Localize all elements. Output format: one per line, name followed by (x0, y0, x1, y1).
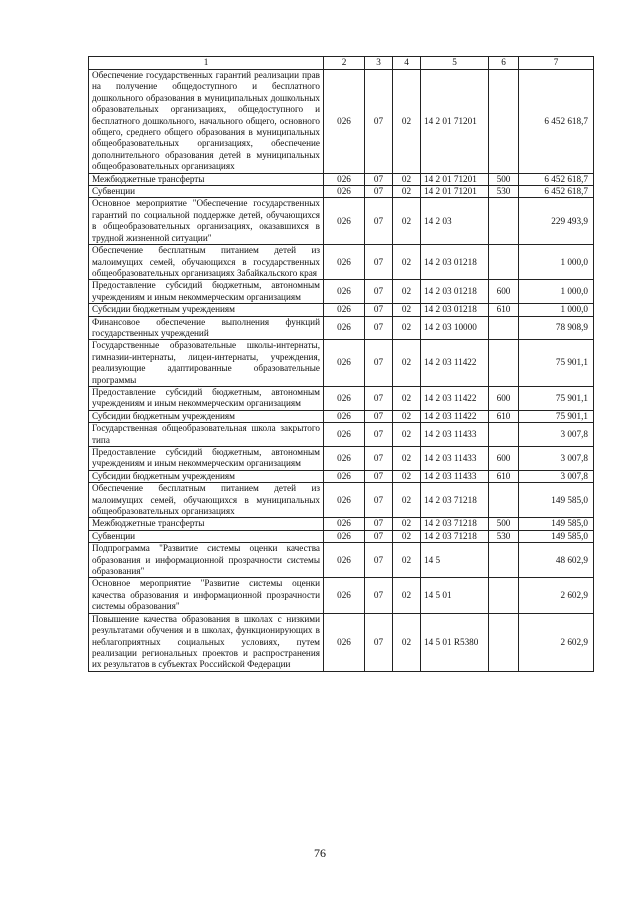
table-row (89, 578, 594, 613)
row-code-target: 14 2 03 11422 (421, 410, 489, 422)
row-code-expense-type: 610 (489, 304, 519, 316)
row-amount: 2 602,9 (519, 578, 594, 613)
row-amount: 149 585,0 (519, 483, 594, 518)
header-col-3: 3 (365, 57, 393, 70)
row-amount: 75 901,1 (519, 340, 594, 387)
row-code-target: 14 2 03 11433 (421, 447, 489, 471)
row-amount: 149 585,0 (519, 518, 594, 530)
row-code-subsection: 02 (393, 198, 421, 245)
row-code-target: 14 2 03 11433 (421, 423, 489, 447)
row-code-ministry: 026 (324, 578, 365, 613)
header-col-7: 7 (519, 57, 594, 70)
row-code-subsection: 02 (393, 245, 421, 280)
table-row (89, 316, 594, 340)
table-row (89, 245, 594, 280)
row-code-expense-type: 530 (489, 530, 519, 542)
row-amount: 149 585,0 (519, 530, 594, 542)
row-code-subsection: 02 (393, 530, 421, 542)
row-description: Предоставление субсидий бюджетным, автономным учреждениям и иным некоммерческим организациям (89, 447, 324, 471)
row-code-expense-type: 600 (489, 447, 519, 471)
row-code-target: 14 2 03 71218 (421, 483, 489, 518)
row-amount: 229 493,9 (519, 198, 594, 245)
row-code-ministry: 026 (324, 340, 365, 387)
row-amount: 48 602,9 (519, 543, 594, 578)
row-amount: 3 007,8 (519, 447, 594, 471)
table-row (89, 173, 594, 185)
row-code-section: 07 (365, 186, 393, 198)
row-code-subsection: 02 (393, 70, 421, 174)
table-body (89, 70, 594, 672)
row-code-expense-type: 600 (489, 280, 519, 304)
row-code-subsection: 02 (393, 613, 421, 671)
row-code-subsection: 02 (393, 410, 421, 422)
table-row (89, 543, 594, 578)
row-code-expense-type (489, 543, 519, 578)
table-row (89, 613, 594, 671)
row-code-subsection: 02 (393, 470, 421, 482)
row-code-ministry: 026 (324, 280, 365, 304)
row-amount: 1 000,0 (519, 280, 594, 304)
row-code-section: 07 (365, 316, 393, 340)
row-description: Межбюджетные трансферты (89, 173, 324, 185)
row-code-section: 07 (365, 280, 393, 304)
row-description: Основное мероприятие "Обеспечение государственных гарантий по социальной поддержке детей, обучающихся в общеобразовательных организациях, оказавшихся в трудной жизненной ситуации" (89, 198, 324, 245)
row-code-target: 14 2 03 71218 (421, 530, 489, 542)
row-code-section: 07 (365, 518, 393, 530)
table-row (89, 530, 594, 542)
row-code-section: 07 (365, 198, 393, 245)
row-description: Предоставление субсидий бюджетным, автономным учреждениям и иным некоммерческим организациям (89, 386, 324, 410)
table-row (89, 198, 594, 245)
row-description: Основное мероприятие "Развитие системы оценки качества образования и информационной прозрачности системы образования" (89, 578, 324, 613)
row-code-target: 14 2 03 11422 (421, 386, 489, 410)
row-code-subsection: 02 (393, 173, 421, 185)
row-code-ministry: 026 (324, 198, 365, 245)
row-code-target: 14 2 01 71201 (421, 186, 489, 198)
row-code-section: 07 (365, 543, 393, 578)
row-code-expense-type: 530 (489, 186, 519, 198)
row-code-expense-type (489, 245, 519, 280)
row-amount: 6 452 618,7 (519, 173, 594, 185)
row-code-target: 14 2 03 01218 (421, 280, 489, 304)
row-description: Предоставление субсидий бюджетным, автономным учреждениям и иным некоммерческим организациям (89, 280, 324, 304)
row-code-target: 14 2 03 01218 (421, 245, 489, 280)
row-code-subsection: 02 (393, 423, 421, 447)
row-description: Обеспечение государственных гарантий реализации прав на получение общедоступного и бесплатного дошкольного образования в муниципальных дошкольных образовательных организациях, общедоступного и бесплатного дошкольного, начального общего, основного общего, среднего общего образования в муниципальных общеобразовательных организациях, обеспечение дополнительного образования детей в муниципальных общеобразовательных организациях (89, 70, 324, 174)
row-code-expense-type: 600 (489, 386, 519, 410)
row-code-subsection: 02 (393, 578, 421, 613)
table-row (89, 280, 594, 304)
row-code-target: 14 2 03 01218 (421, 304, 489, 316)
row-code-ministry: 026 (324, 423, 365, 447)
row-code-section: 07 (365, 304, 393, 316)
row-code-subsection: 02 (393, 186, 421, 198)
row-code-target: 14 5 01 (421, 578, 489, 613)
row-description: Государственная общеобразовательная школа закрытого типа (89, 423, 324, 447)
row-code-expense-type: 610 (489, 470, 519, 482)
row-amount: 3 007,8 (519, 470, 594, 482)
row-code-ministry: 026 (324, 304, 365, 316)
row-amount: 6 452 618,7 (519, 70, 594, 174)
table-row (89, 304, 594, 316)
row-code-ministry: 026 (324, 186, 365, 198)
row-description: Межбюджетные трансферты (89, 518, 324, 530)
row-code-target: 14 5 01 R5380 (421, 613, 489, 671)
row-code-ministry: 026 (324, 483, 365, 518)
header-col-6: 6 (489, 57, 519, 70)
row-amount: 1 000,0 (519, 245, 594, 280)
row-amount: 75 901,1 (519, 410, 594, 422)
row-code-expense-type (489, 340, 519, 387)
row-code-ministry: 026 (324, 316, 365, 340)
row-code-section: 07 (365, 613, 393, 671)
row-code-expense-type (489, 613, 519, 671)
row-code-section: 07 (365, 483, 393, 518)
row-code-ministry: 026 (324, 543, 365, 578)
row-code-ministry: 026 (324, 530, 365, 542)
row-description: Субсидии бюджетным учреждениям (89, 304, 324, 316)
budget-table (88, 56, 594, 672)
row-code-section: 07 (365, 423, 393, 447)
row-amount: 78 908,9 (519, 316, 594, 340)
row-code-target: 14 2 01 71201 (421, 173, 489, 185)
row-amount: 1 000,0 (519, 304, 594, 316)
row-code-subsection: 02 (393, 280, 421, 304)
row-code-section: 07 (365, 70, 393, 174)
row-code-expense-type (489, 316, 519, 340)
row-code-target: 14 2 03 71218 (421, 518, 489, 530)
header-col-4: 4 (393, 57, 421, 70)
row-description: Обеспечение бесплатным питанием детей из малоимущих семей, обучающихся в муниципальных общеобразовательных организациях (89, 483, 324, 518)
row-description: Субвенции (89, 530, 324, 542)
header-col-5: 5 (421, 57, 489, 70)
row-code-ministry: 026 (324, 70, 365, 174)
table-row (89, 386, 594, 410)
row-code-expense-type (489, 423, 519, 447)
table-row (89, 423, 594, 447)
row-code-subsection: 02 (393, 386, 421, 410)
table-row (89, 70, 594, 174)
row-code-ministry: 026 (324, 173, 365, 185)
row-amount: 6 452 618,7 (519, 186, 594, 198)
row-code-expense-type: 500 (489, 173, 519, 185)
table-row (89, 470, 594, 482)
table-row (89, 186, 594, 198)
row-code-section: 07 (365, 386, 393, 410)
page-number: 76 (314, 846, 326, 860)
row-code-section: 07 (365, 447, 393, 471)
table-header-row (89, 57, 594, 70)
row-code-expense-type (489, 483, 519, 518)
row-code-ministry: 026 (324, 518, 365, 530)
row-description: Обеспечение бесплатным питанием детей из малоимущих семей, обучающихся в государственных общеобразовательных организациях Забайкальского края (89, 245, 324, 280)
row-code-subsection: 02 (393, 543, 421, 578)
row-code-ministry: 026 (324, 447, 365, 471)
row-code-target: 14 2 03 11433 (421, 470, 489, 482)
row-code-target: 14 2 03 10000 (421, 316, 489, 340)
row-description: Повышение качества образования в школах с низкими результатами обучения и в школах, функционирующих в неблагоприятных социальных условиях, путем реализации региональных проектов и распространения их результатов в субъектах Российской Федерации (89, 613, 324, 671)
table-row (89, 340, 594, 387)
row-code-ministry: 026 (324, 386, 365, 410)
row-code-expense-type (489, 198, 519, 245)
row-code-ministry: 026 (324, 613, 365, 671)
table-row (89, 518, 594, 530)
row-description: Финансовое обеспечение выполнения функций государственных учреждений (89, 316, 324, 340)
row-code-section: 07 (365, 245, 393, 280)
row-code-target: 14 2 01 71201 (421, 70, 489, 174)
header-col-1: 1 (89, 57, 324, 70)
row-description: Субсидии бюджетным учреждениям (89, 470, 324, 482)
row-code-ministry: 026 (324, 245, 365, 280)
row-amount: 2 602,9 (519, 613, 594, 671)
row-amount: 3 007,8 (519, 423, 594, 447)
row-code-expense-type: 610 (489, 410, 519, 422)
row-description: Субсидии бюджетным учреждениям (89, 410, 324, 422)
table-row (89, 483, 594, 518)
row-code-section: 07 (365, 530, 393, 542)
row-code-expense-type (489, 70, 519, 174)
row-code-subsection: 02 (393, 316, 421, 340)
row-code-section: 07 (365, 340, 393, 387)
row-code-section: 07 (365, 410, 393, 422)
row-code-section: 07 (365, 578, 393, 613)
row-code-section: 07 (365, 470, 393, 482)
row-code-expense-type: 500 (489, 518, 519, 530)
row-code-ministry: 026 (324, 470, 365, 482)
row-code-section: 07 (365, 173, 393, 185)
row-code-subsection: 02 (393, 304, 421, 316)
row-description: Государственные образовательные школы-интернаты, гимназии-интернаты, лицеи-интернаты, учреждения, реализующие адаптированные образовательные программы (89, 340, 324, 387)
row-code-target: 14 2 03 11422 (421, 340, 489, 387)
row-code-subsection: 02 (393, 518, 421, 530)
row-code-subsection: 02 (393, 447, 421, 471)
row-code-subsection: 02 (393, 340, 421, 387)
row-code-ministry: 026 (324, 410, 365, 422)
budget-page (88, 56, 593, 672)
table-row (89, 447, 594, 471)
row-code-expense-type (489, 578, 519, 613)
row-code-target: 14 5 (421, 543, 489, 578)
row-description: Субвенции (89, 186, 324, 198)
header-col-2: 2 (324, 57, 365, 70)
row-amount: 75 901,1 (519, 386, 594, 410)
row-code-subsection: 02 (393, 483, 421, 518)
row-description: Подпрограмма "Развитие системы оценки качества образования и информационной прозрачности системы образования" (89, 543, 324, 578)
table-row (89, 410, 594, 422)
row-code-target: 14 2 03 (421, 198, 489, 245)
